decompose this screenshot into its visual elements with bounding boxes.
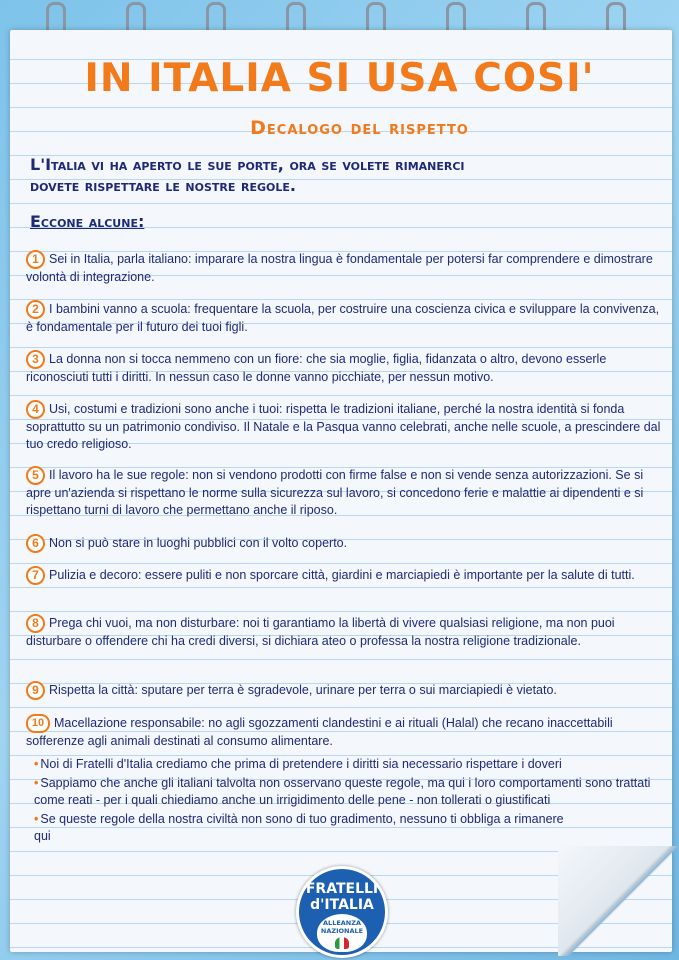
rule-text: Macellazione responsabile: no agli sgozzamenti clandestini e ai rituali (Halal) che recano inaccettabili sofferenze agli animali destinati al consumo alimentare. [26, 715, 613, 748]
rule-number: 2 [26, 300, 45, 319]
bullet-icon: • [34, 812, 39, 826]
tricolor-flame-icon [335, 937, 349, 949]
note-text: Sappiamo che anche gli italiani talvolta non osservano queste regole, ma qui i loro comportamenti sono trattati come reati - per i quali chiediamo anche un irrigidimento delle pene - non tollerati o giustificati [34, 776, 651, 807]
list-heading: Eccone alcune: [30, 212, 145, 231]
rule-item [26, 534, 662, 553]
bullet-icon: • [34, 757, 39, 771]
rule-number: 8 [26, 614, 45, 633]
rule-number: 5 [26, 466, 45, 485]
note-text: Se queste regole della nostra civiltà non sono di tuo gradimento, nessuno ti obbliga a rimanere qui [34, 812, 564, 843]
party-logo [296, 866, 388, 958]
rule-number: 9 [26, 681, 45, 700]
intro-line: dovete rispettare le nostre regole. [30, 176, 296, 195]
rule-item [26, 681, 662, 700]
intro-line: L'Italia vi ha aperto le sue porte, ora se volete rimanerci [30, 155, 465, 174]
rule-item [26, 350, 662, 386]
rule-text: Pulizia e decoro: essere puliti e non sporcare città, giardini e marciapiedi è importante per la salute di tutti. [49, 567, 635, 582]
rule-number: 10 [26, 714, 50, 733]
closing-notes [34, 756, 664, 847]
rule-item [26, 250, 662, 286]
page-curl [558, 846, 678, 956]
rule-text: Il lavoro ha le sue regole: non si vendono prodotti con firme false e non si vende senza autorizzazioni. Se si apre un'azienda si rispettano le norme sulla sicurezza sul lavoro, si concedono ferie e malattie ai dipendenti e si rispettano turni di lavoro che permettano anche il riposo. [26, 467, 644, 517]
intro-text [30, 154, 660, 196]
logo-emblem-text: ALLEANZA NAZIONALE [320, 919, 364, 935]
rule-number: 7 [26, 566, 45, 585]
rule-number: 6 [26, 534, 45, 553]
rule-text: I bambini vanno a scuola: frequentare la scuola, per costruire una coscienza civica e sviluppare la convivenza, è fondamentale per il futuro dei tuoi figli. [26, 301, 660, 334]
note-item [34, 811, 574, 845]
page-subtitle: Decalogo del rispetto [250, 117, 469, 139]
rule-text: Sei in Italia, parla italiano: imparare la nostra lingua è fondamentale per potersi far comprendere e dimostrare volontà di integrazione. [26, 251, 653, 284]
rule-text: La donna non si tocca nemmeno con un fiore: che sia moglie, figlia, fidanzata o altro, devono esserle riconosciuti tutti i diritti. In nessun caso le donne vanno picchiate, per nessun motivo. [26, 351, 607, 384]
logo-text-line2: d'ITALIA [310, 897, 374, 913]
note-item [34, 756, 664, 773]
rule-number: 3 [26, 350, 45, 369]
rule-number: 1 [26, 250, 45, 269]
rule-item [26, 566, 662, 585]
rule-text: Rispetta la città: sputare per terra è sgradevole, urinare per terra o sui marciapiedi è vietato. [49, 682, 557, 697]
bullet-icon: • [34, 776, 39, 790]
rule-item [26, 300, 662, 336]
rule-item [26, 466, 662, 519]
logo-text-line1: FRATELLI [305, 881, 379, 897]
rule-text: Prega chi vuoi, ma non disturbare: noi ti garantiamo la libertà di vivere qualsiasi religione, ma non puoi disturbare o offendere chi ha credi diversi, si dichiara ateo o professa la nostra religione tradizionale. [26, 615, 615, 648]
rule-item [26, 614, 662, 650]
note-text: Noi di Fratelli d'Italia crediamo che prima di pretendere i diritti sia necessario rispettare i doveri [40, 757, 562, 771]
rule-number: 4 [26, 400, 45, 419]
rule-text: Usi, costumi e tradizioni sono anche i tuoi: rispetta le tradizioni italiane, perché la nostra identità si fonda soprattutto su un patrimonio condiviso. Il Natale e la Pasqua vanno celebrati, anche nelle scuole, a prescindere dal tuo credo religioso. [26, 401, 661, 451]
rule-text: Non si può stare in luoghi pubblici con il volto coperto. [49, 535, 348, 550]
page-title: IN ITALIA SI USA COSI' [84, 56, 595, 101]
rule-item [26, 400, 662, 453]
rule-item [26, 714, 662, 750]
note-item [34, 775, 664, 809]
